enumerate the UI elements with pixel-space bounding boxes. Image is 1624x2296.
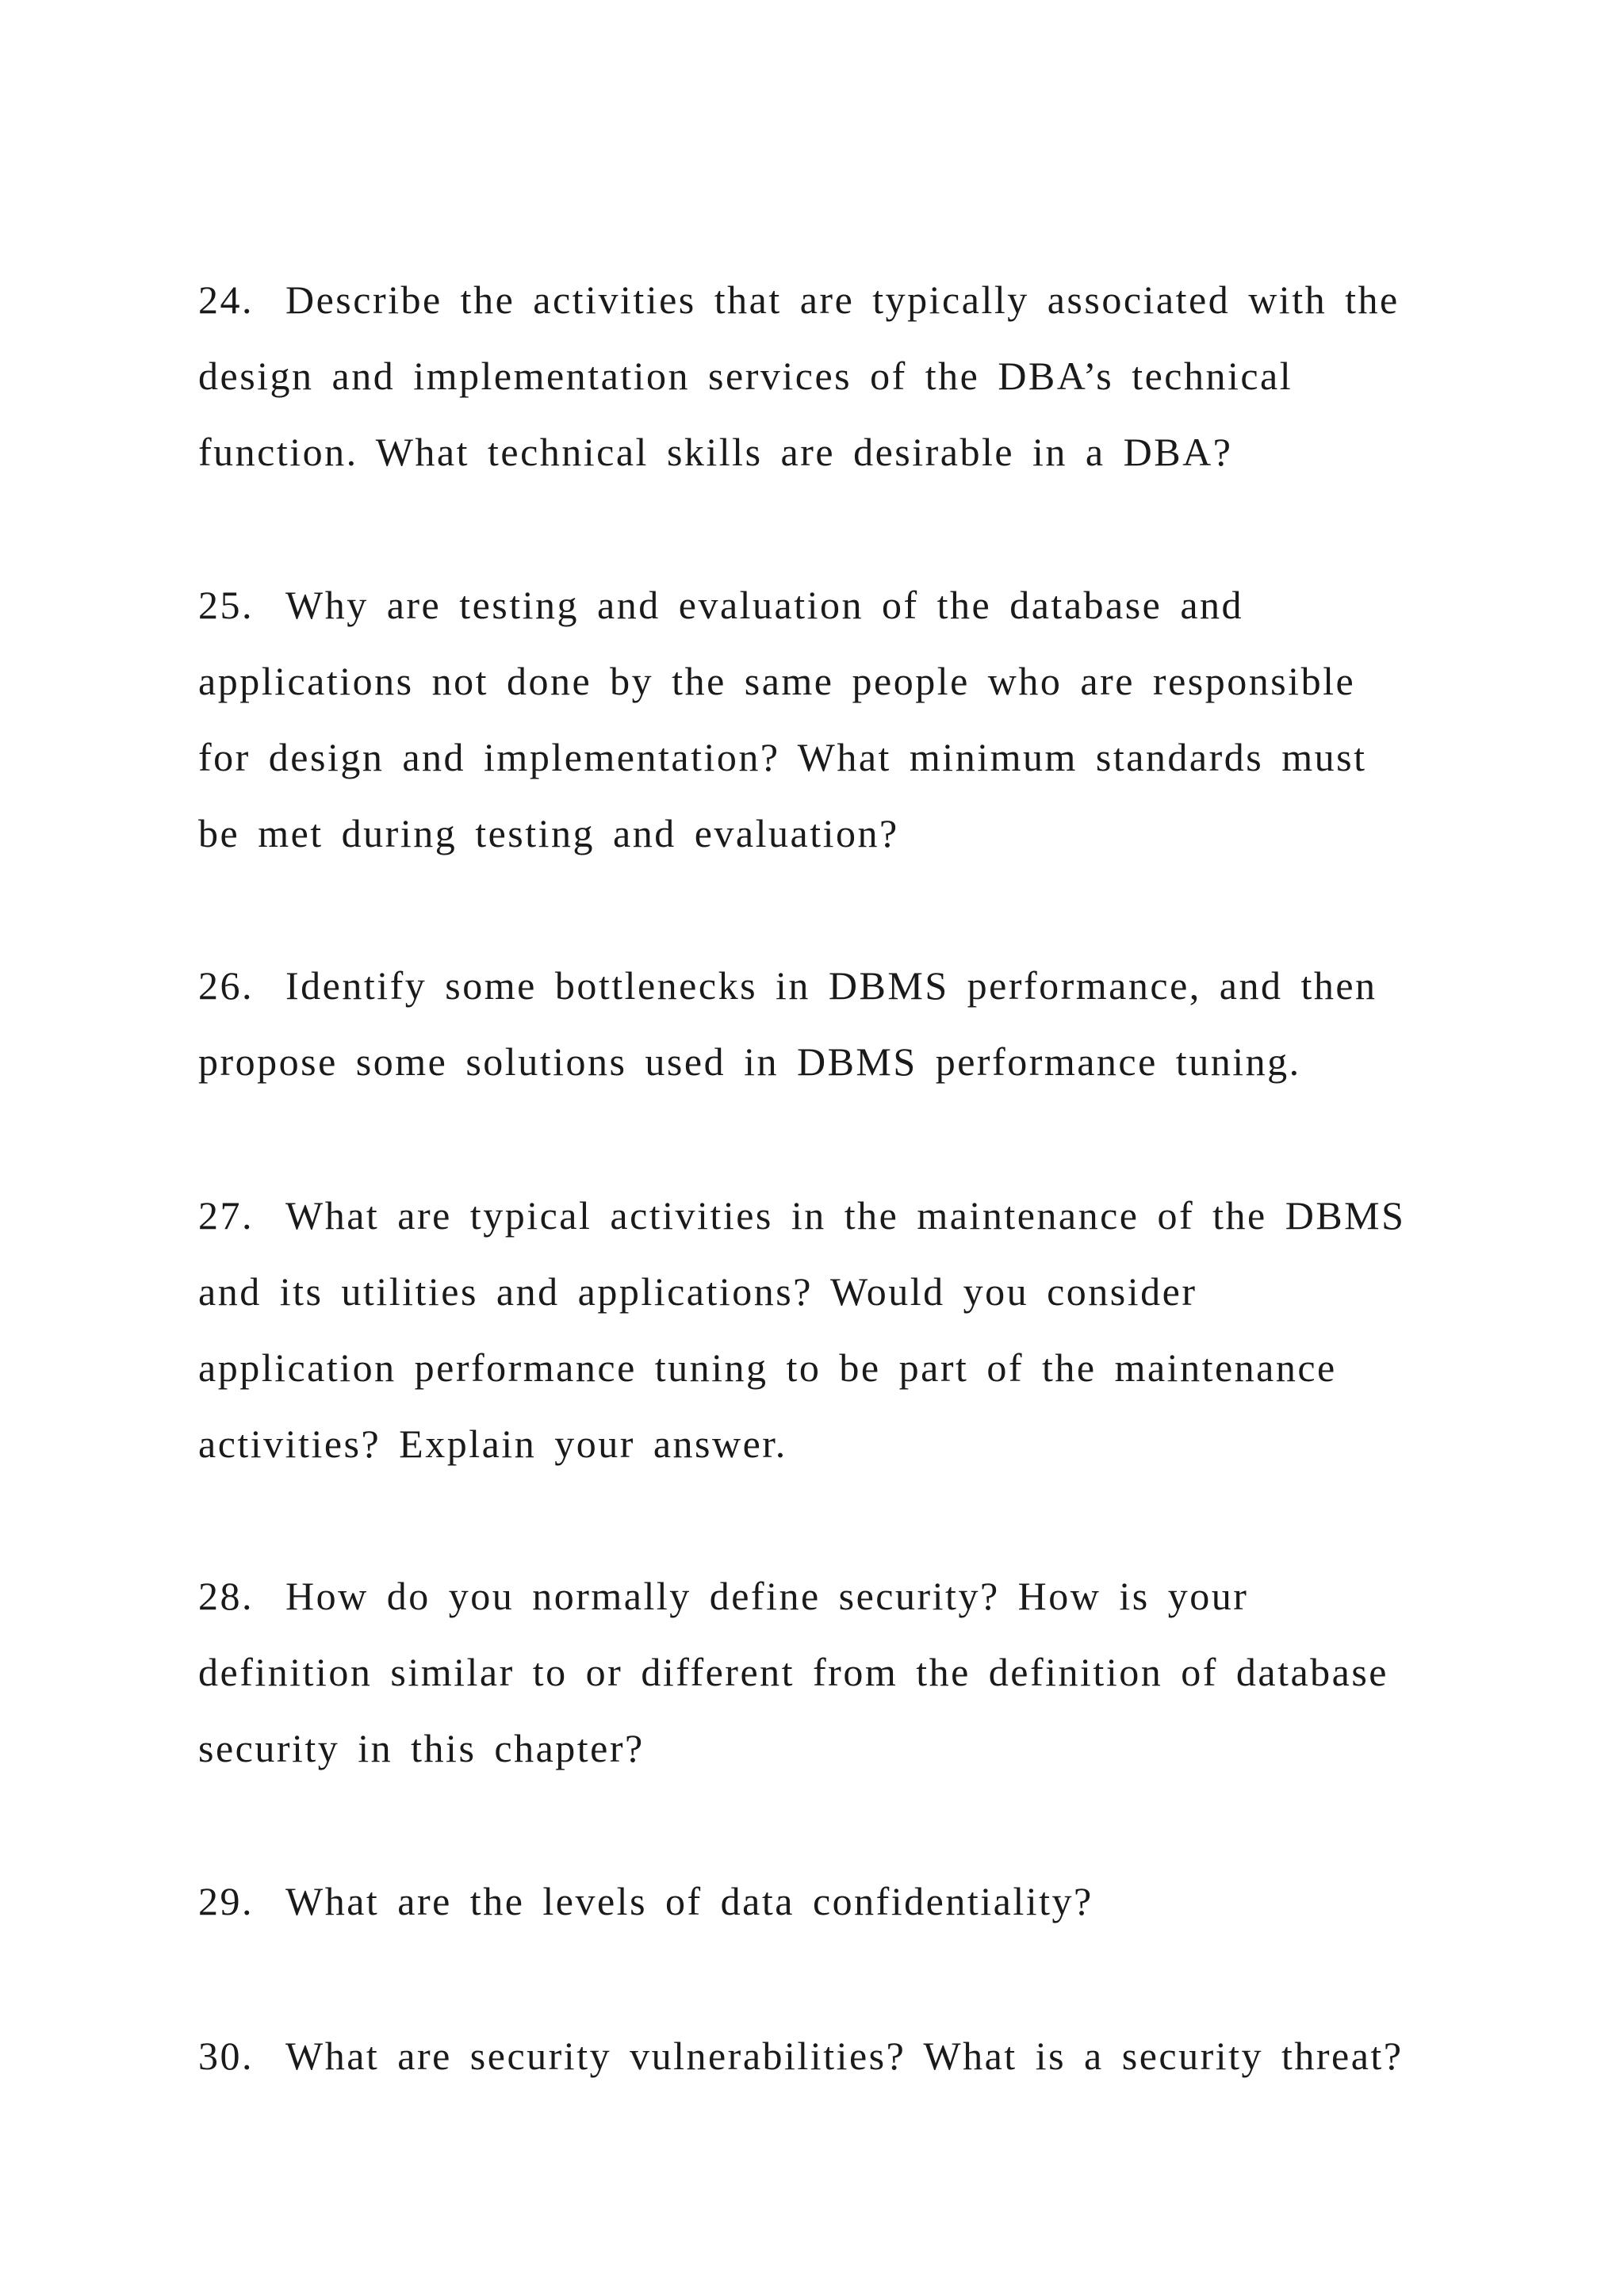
question-27 bbox=[198, 1177, 1435, 1482]
question-line: security in this chapter? bbox=[198, 1726, 645, 1770]
question-line: activities? Explain your answer. bbox=[198, 1422, 787, 1466]
question-number: 28. bbox=[198, 1574, 254, 1618]
question-text: What are typical activities in the maintenance of the DBMS bbox=[285, 1193, 1406, 1238]
question-number: 26. bbox=[198, 963, 254, 1008]
question-line bbox=[198, 262, 1435, 338]
question-number: 29. bbox=[198, 1879, 254, 1923]
question-line bbox=[198, 947, 1435, 1024]
question-line: and its utilities and applications? Would you consider bbox=[198, 1269, 1197, 1314]
question-26 bbox=[198, 947, 1435, 1100]
question-25 bbox=[198, 567, 1435, 871]
question-line bbox=[198, 2018, 1435, 2094]
question-28 bbox=[198, 1558, 1435, 1786]
question-30 bbox=[198, 2018, 1435, 2094]
question-line bbox=[198, 1558, 1435, 1634]
question-line bbox=[198, 1177, 1435, 1253]
question-24 bbox=[198, 262, 1435, 490]
question-text: Describe the activities that are typically associated with the bbox=[285, 277, 1400, 322]
question-line bbox=[198, 1863, 1435, 1939]
question-line: propose some solutions used in DBMS performance tuning. bbox=[198, 1039, 1301, 1084]
question-line: application performance tuning to be part of the maintenance bbox=[198, 1345, 1337, 1390]
question-text: How do you normally define security? How is your bbox=[285, 1574, 1249, 1618]
question-line: design and implementation services of the DBA’s technical bbox=[198, 354, 1293, 398]
question-line: definition similar to or different from the definition of database bbox=[198, 1650, 1388, 1694]
question-number: 25. bbox=[198, 583, 254, 627]
question-number: 30. bbox=[198, 2034, 254, 2078]
question-text: Identify some bottlenecks in DBMS performance, and then bbox=[285, 963, 1377, 1008]
question-text: Why are testing and evaluation of the database and bbox=[285, 583, 1244, 627]
question-line: applications not done by the same people who are responsible bbox=[198, 659, 1356, 703]
question-29 bbox=[198, 1863, 1435, 1939]
question-line bbox=[198, 567, 1435, 643]
question-number: 24. bbox=[198, 277, 254, 322]
question-text: What are the levels of data confidentiality? bbox=[285, 1879, 1094, 1923]
question-line: be met during testing and evaluation? bbox=[198, 811, 899, 855]
question-number: 27. bbox=[198, 1193, 254, 1238]
question-line: for design and implementation? What minimum standards must bbox=[198, 735, 1367, 779]
question-text: What are security vulnerabilities? What is a security threat? bbox=[285, 2034, 1404, 2078]
question-line: function. What technical skills are desirable in a DBA? bbox=[198, 430, 1233, 474]
